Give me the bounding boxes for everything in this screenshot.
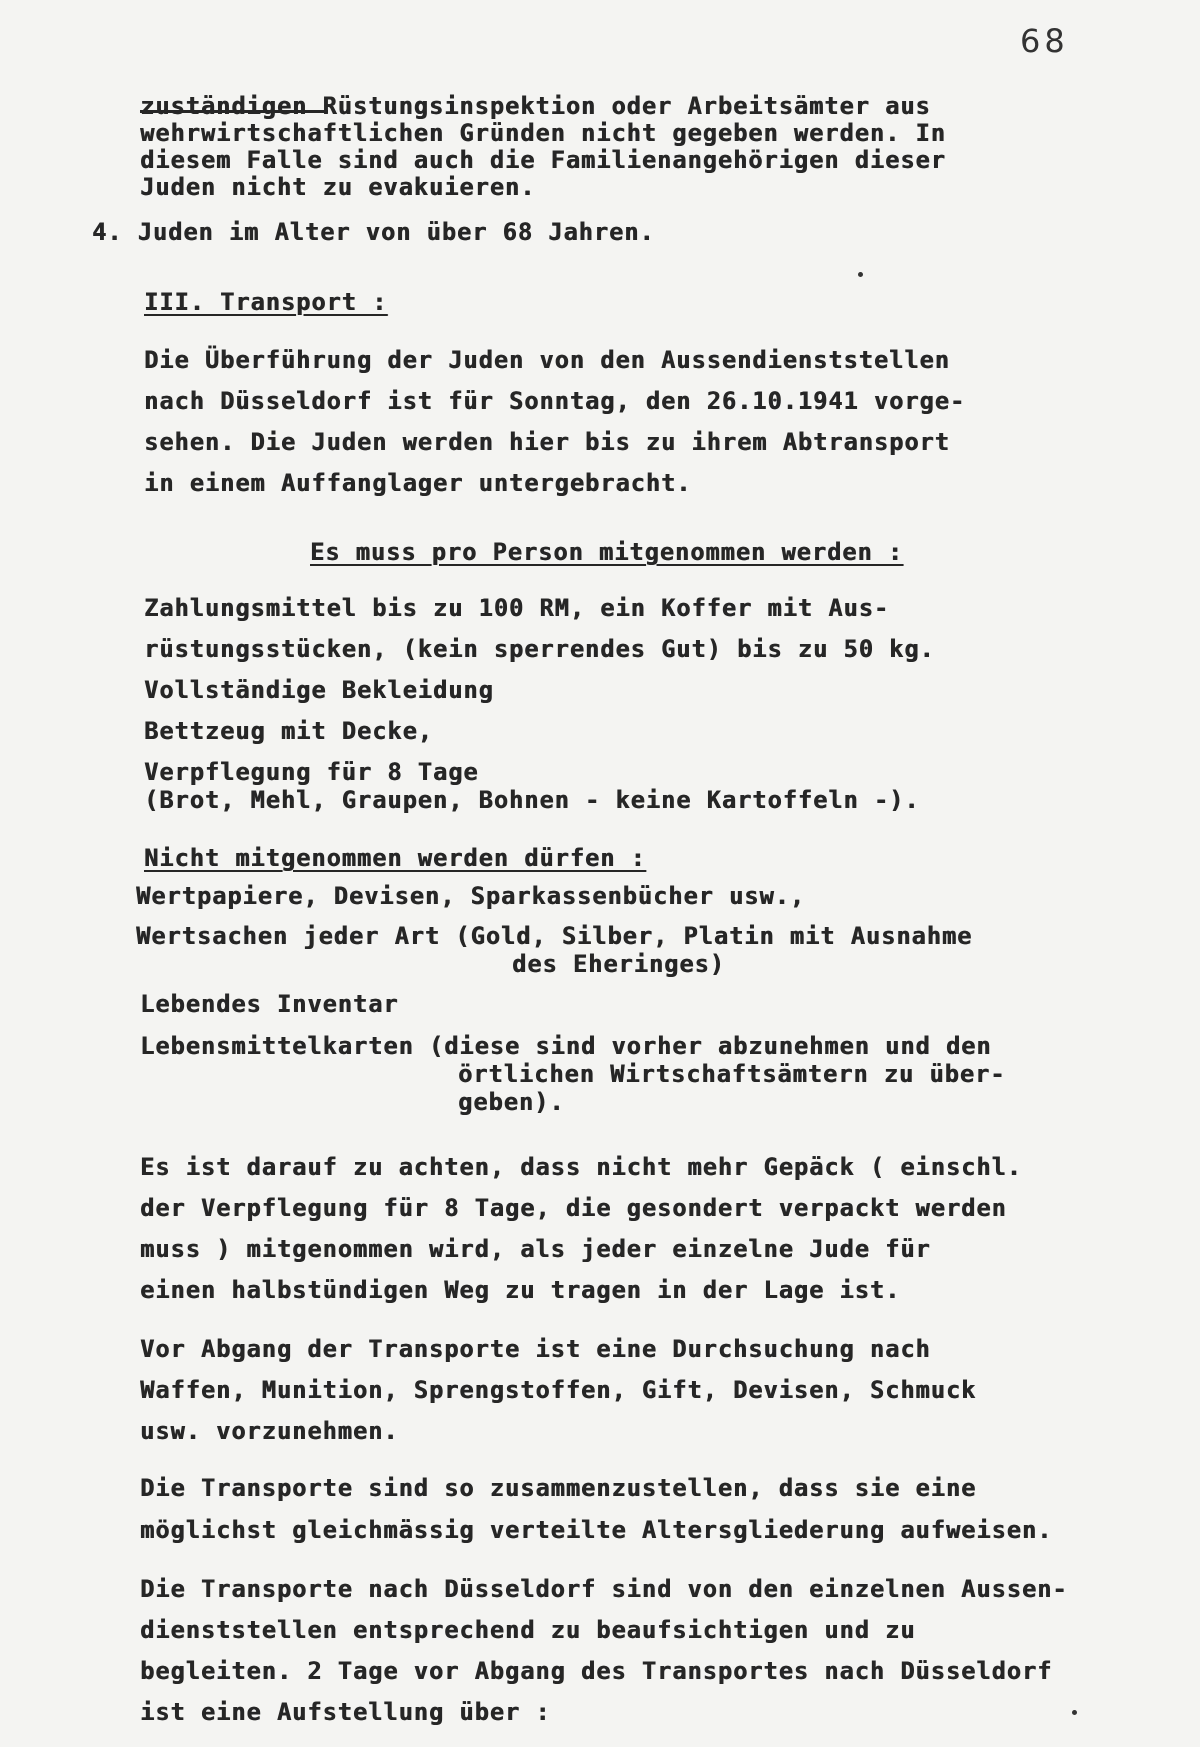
text-line: Wertpapiere, Devisen, Sparkassenbücher usw., <box>136 882 806 910</box>
text-line: örtlichen Wirtschaftsämtern zu über- <box>458 1060 1006 1088</box>
section-heading-transport: III. Transport : <box>144 288 388 316</box>
text-line: Es ist darauf zu achten, dass nicht mehr Gepäck ( einschl. <box>140 1153 1022 1181</box>
ink-speck <box>1072 1710 1077 1715</box>
text-line: begleiten. 2 Tage vor Abgang des Transportes nach Düsseldorf <box>140 1657 1053 1685</box>
text-line: Bettzeug mit Decke, <box>144 717 433 745</box>
text-line: geben). <box>458 1088 565 1116</box>
text-line: wehrwirtschaftlichen Gründen nicht gegeben werden. In <box>140 119 946 147</box>
text-line: rüstungsstücken, (kein sperrendes Gut) bis zu 50 kg. <box>144 635 935 663</box>
text-line: möglichst gleichmässig verteilte Altersgliederung aufweisen. <box>140 1516 1053 1544</box>
text-line: dienststellen entsprechend zu beaufsichtigen und zu <box>140 1616 916 1644</box>
text-line: in einem Auffanglager untergebracht. <box>144 469 692 497</box>
text-line: Zahlungsmittel bis zu 100 RM, ein Koffer mit Aus- <box>144 594 890 622</box>
text-line: der Verpflegung für 8 Tage, die gesondert verpackt werden <box>140 1194 1007 1222</box>
list-item-4: 4. Juden im Alter von über 68 Jahren. <box>92 218 655 246</box>
text-line: Lebensmittelkarten (diese sind vorher abzunehmen und den <box>140 1032 992 1060</box>
text-line: muss ) mitgenommen wird, als jeder einzelne Jude für <box>140 1235 931 1263</box>
text-line: Die Transporte nach Düsseldorf sind von den einzelnen Aussen- <box>140 1575 1068 1603</box>
text-line: sehen. Die Juden werden hier bis zu ihrem Abtransport <box>144 428 950 456</box>
text-line: Vor Abgang der Transporte ist eine Durchsuchung nach <box>140 1335 931 1363</box>
text-line: ist eine Aufstellung über : <box>140 1698 551 1726</box>
text-line: Vollständige Bekleidung <box>144 676 494 704</box>
text-line: des Eheringes) <box>512 950 725 978</box>
ink-speck <box>858 272 863 277</box>
text-line: Waffen, Munition, Sprengstoffen, Gift, Devisen, Schmuck <box>140 1376 977 1404</box>
page-number: 68 <box>1020 22 1069 60</box>
text-line: Lebendes Inventar <box>140 990 399 1018</box>
text-line: usw. vorzunehmen. <box>140 1417 399 1445</box>
text-line: Die Transporte sind so zusammenzustellen, dass sie eine <box>140 1474 977 1502</box>
text-line: zuständigen Rüstungsinspektion oder Arbeitsämter aus <box>140 92 931 120</box>
text-line: Verpflegung für 8 Tage <box>144 758 479 786</box>
text-line: (Brot, Mehl, Graupen, Bohnen - keine Kartoffeln -). <box>144 786 920 814</box>
text-line: Die Überführung der Juden von den Aussendienststellen <box>144 346 950 374</box>
text-line: einen halbstündigen Weg zu tragen in der Lage ist. <box>140 1276 901 1304</box>
text-line: nach Düsseldorf ist für Sonntag, den 26.10.1941 vorge- <box>144 387 966 415</box>
subheading-must-bring: Es muss pro Person mitgenommen werden : <box>310 538 903 566</box>
text-line: diesem Falle sind auch die Familienangehörigen dieser <box>140 146 946 174</box>
text-line: Wertsachen jeder Art (Gold, Silber, Platin mit Ausnahme <box>136 922 973 950</box>
text-line: Juden nicht zu evakuieren. <box>140 173 536 201</box>
subheading-must-not-bring: Nicht mitgenommen werden dürfen : <box>144 844 646 872</box>
